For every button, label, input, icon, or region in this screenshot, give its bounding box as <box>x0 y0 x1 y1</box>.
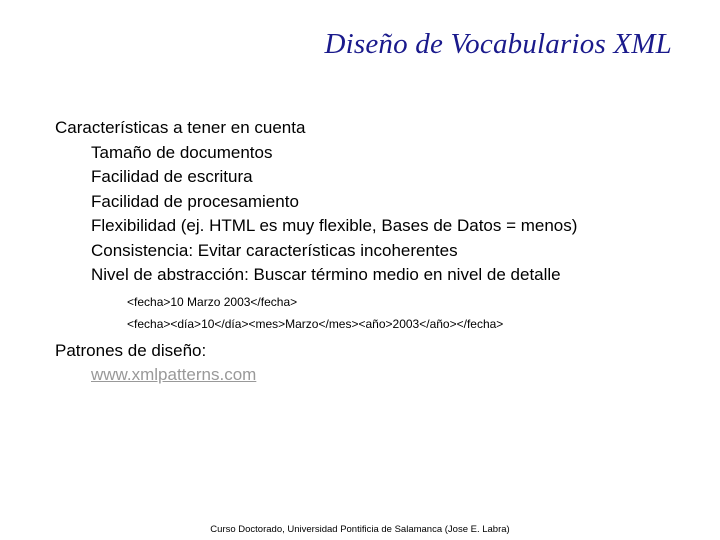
bullet-consistencia: Consistencia: Evitar características incoherentes <box>91 240 458 260</box>
bullet-abstraccion: Nivel de abstracción: Buscar término medio en nivel de detalle <box>91 265 561 284</box>
slide-title: Diseño de Vocabularios XML <box>324 28 672 60</box>
bullet-escritura: Facilidad de escritura <box>91 167 253 186</box>
bullet-procesamiento: Facilidad de procesamiento <box>91 191 299 211</box>
slide-body <box>55 116 695 388</box>
xmlpatterns-link[interactable]: www.xmlpatterns.com <box>91 365 257 384</box>
heading-caracteristicas: Características a tener en cuenta <box>55 118 306 137</box>
heading-patrones: Patrones de diseño: <box>55 340 207 360</box>
slide-footer: Curso Doctorado, Universidad Pontificia de Salamanca (Jose E. Labra) <box>210 524 510 535</box>
bullet-flexibilidad: Flexibilidad (ej. HTML es muy flexible, Bases de Datos = menos) <box>91 216 578 235</box>
example-fecha-simple: <fecha>10 Marzo 2003</fecha> <box>127 294 298 309</box>
bullet-tamano: Tamaño de documentos <box>91 142 273 162</box>
example-fecha-estructurada: <fecha><día>10</día><mes>Marzo</mes><año>2003</año></fecha> <box>127 316 504 331</box>
